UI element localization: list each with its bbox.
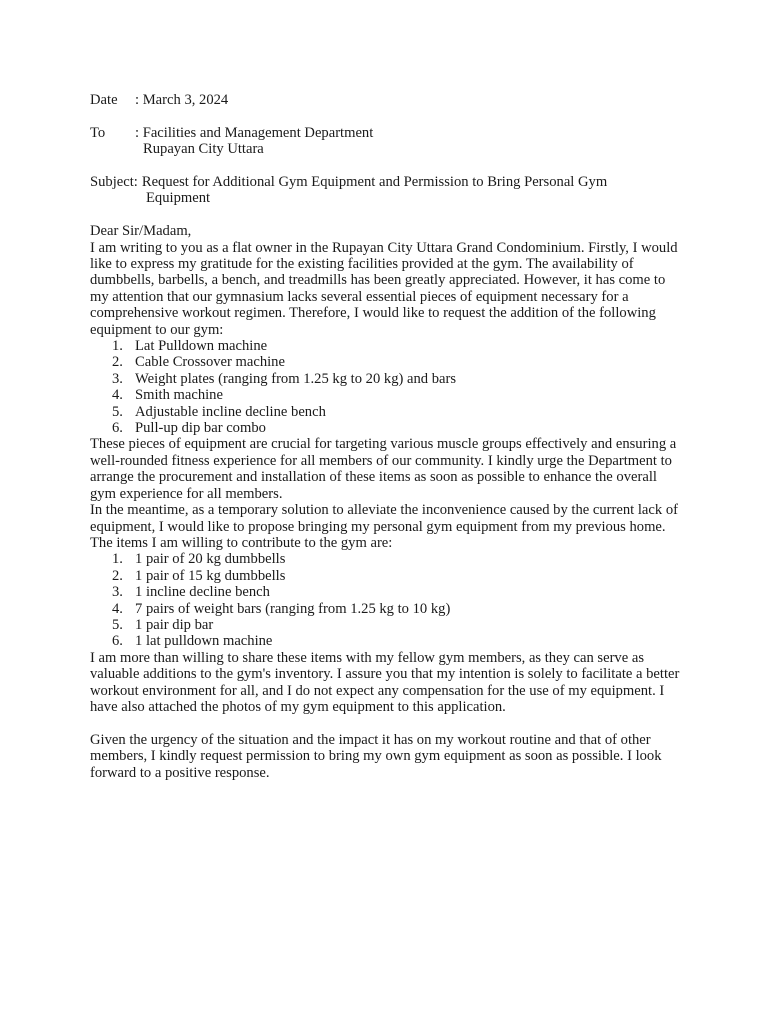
list-item bbox=[90, 404, 682, 420]
list-item bbox=[90, 551, 682, 567]
list-item-text: Smith machine bbox=[135, 387, 223, 404]
spacer bbox=[90, 158, 682, 174]
list-number: 2. bbox=[112, 567, 123, 584]
list-item-text: 1 lat pulldown machine bbox=[135, 633, 273, 650]
list-item bbox=[90, 601, 682, 617]
list-item-text: Pull-up dip bar combo bbox=[135, 420, 266, 437]
list-number: 2. bbox=[112, 354, 123, 371]
date-row bbox=[90, 92, 682, 108]
subject-line-2: Equipment bbox=[146, 190, 211, 207]
list-number: 5. bbox=[112, 616, 123, 633]
personal-equipment-list bbox=[90, 551, 682, 649]
list-number: 6. bbox=[112, 633, 123, 650]
to-recipient bbox=[135, 125, 682, 158]
spacer bbox=[90, 715, 682, 731]
list-item bbox=[90, 420, 682, 436]
to-line-2: Rupayan City Uttara bbox=[143, 141, 264, 158]
list-number: 5. bbox=[112, 403, 123, 420]
list-item-text: 1 incline decline bench bbox=[135, 584, 270, 601]
subject-row bbox=[90, 174, 682, 190]
list-item bbox=[90, 584, 682, 600]
list-item bbox=[90, 354, 682, 370]
spacer bbox=[90, 108, 682, 124]
paragraph-proposal: In the meantime, as a temporary solution to alleviate the inconvenience caused by the current lack of equipment, I would like to propose bringing my personal gym equipment from my previous home. The items I am willing to contribute to the gym are: bbox=[90, 502, 678, 551]
list-number: 1. bbox=[112, 551, 123, 568]
list-number: 3. bbox=[112, 370, 123, 387]
list-item-text: 1 pair dip bar bbox=[135, 616, 214, 633]
list-item bbox=[90, 617, 682, 633]
to-label: To bbox=[90, 124, 106, 141]
list-number: 6. bbox=[112, 420, 123, 437]
list-item-text: 7 pairs of weight bars (ranging from 1.25 kg to 10 kg) bbox=[135, 600, 451, 617]
list-number: 1. bbox=[112, 338, 123, 355]
list-item-text: Weight plates (ranging from 1.25 kg to 20 kg) and bars bbox=[135, 370, 457, 387]
list-item-text: 1 pair of 15 kg dumbbells bbox=[135, 567, 286, 584]
letter-body bbox=[90, 92, 682, 781]
list-item-text: Adjustable incline decline bench bbox=[135, 403, 326, 420]
spacer bbox=[90, 207, 682, 223]
subject-label: Subject: bbox=[90, 174, 138, 190]
date-label: Date bbox=[90, 92, 118, 108]
list-item bbox=[90, 568, 682, 584]
paragraph-closing: Given the urgency of the situation and the impact it has on my workout routine and that of other members, I kindly request permission to bring my own gym equipment as soon as possible. I look forward to a positive response. bbox=[90, 731, 662, 781]
list-item bbox=[90, 387, 682, 403]
list-number: 4. bbox=[112, 387, 123, 404]
list-number: 4. bbox=[112, 600, 123, 617]
list-item bbox=[90, 371, 682, 387]
to-row bbox=[90, 125, 682, 158]
list-item-text: Lat Pulldown machine bbox=[135, 338, 268, 355]
subject-line-1: Request for Additional Gym Equipment and Permission to Bring Personal Gym bbox=[141, 174, 608, 190]
salutation: Dear Sir/Madam, bbox=[90, 223, 192, 240]
paragraph-sharing: I am more than willing to share these items with my fellow gym members, as they can serve as valuable additions to the gym's inventory. I assure you that my intention is solely to facilitate a better workout environment for all, and I do not expect any compensation for the use of my equipment. I have also attached the photos of my gym equipment to this application. bbox=[90, 649, 680, 715]
requested-equipment-list bbox=[90, 338, 682, 436]
paragraph-intro: I am writing to you as a flat owner in the Rupayan City Uttara Grand Condominium. Firstly, I would like to express my gratitude for the existing facilities provided at the gym. The availability of dumbbells, barbells, a bench, and treadmills has been greatly appreciated. However, it has come to my attention that our gymnasium lacks several essential pieces of equipment necessary for a comprehensive workout regimen. Therefore, I would like to request the addition of the following equipment to our gym: bbox=[90, 239, 678, 338]
to-line-1: : Facilities and Management Department bbox=[135, 124, 374, 141]
list-item-text: Cable Crossover machine bbox=[135, 354, 285, 371]
list-item bbox=[90, 338, 682, 354]
list-item bbox=[90, 633, 682, 649]
list-item-text: 1 pair of 20 kg dumbbells bbox=[135, 551, 286, 568]
paragraph-importance: These pieces of equipment are crucial for targeting various muscle groups effectively and ensuring a well-rounded fitness experience for all members of our community. I kindly urge the Department to arrange the procurement and installation of these items as soon as possible to enhance the overall gym experience for all members. bbox=[90, 436, 677, 502]
list-number: 3. bbox=[112, 584, 123, 601]
date-value: : March 3, 2024 bbox=[135, 92, 229, 108]
